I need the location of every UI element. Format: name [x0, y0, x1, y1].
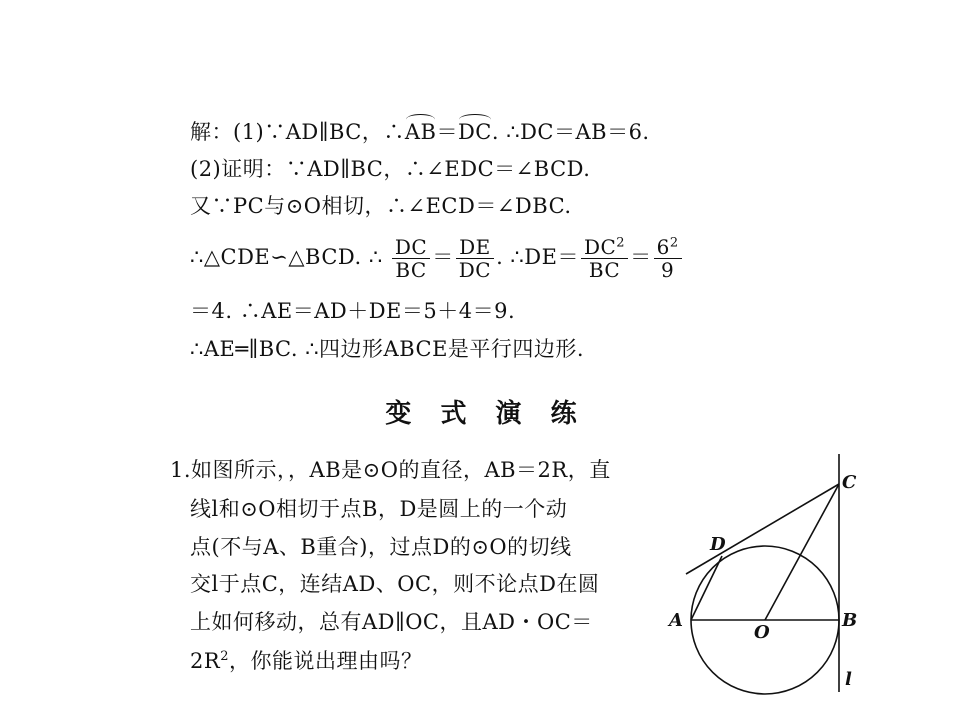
fraction-denominator: BC: [588, 258, 621, 282]
solution-text: 解：(1)∵AD∥BC，∴: [190, 120, 405, 144]
solution-line-6: ∴AE═∥BC. ∴四边形ABCE是平行四边形.: [190, 337, 585, 361]
segment-ad: [691, 556, 722, 620]
fraction-numerator: DC: [392, 236, 430, 259]
solution-text: ∴△CDE∽△BCD. ∴: [190, 245, 383, 269]
label-l: l: [845, 669, 852, 690]
fraction-62-9: [654, 236, 682, 281]
geometry-figure: [660, 450, 880, 710]
solution-text: . ∴DE＝: [496, 245, 579, 269]
solution-line-3: 又∵PC与⊙O相切，∴∠ECD＝∠DBC.: [190, 194, 572, 218]
fraction-de-dc: [456, 236, 494, 281]
expression-2r: 2R: [190, 649, 221, 673]
segment-oc: [765, 484, 839, 620]
exercise-line-5: 上如何移动，总有AD∥OC，且AD・OC＝: [190, 610, 593, 634]
label-b: B: [842, 610, 858, 631]
fraction-numerator: [654, 236, 682, 259]
exercise-text: ，你能说出理由吗？: [228, 649, 423, 673]
tangent-dc: [686, 484, 839, 574]
fraction-denominator: DC: [458, 258, 492, 282]
solution-text: . ∴DC＝AB＝6.: [491, 120, 650, 144]
fraction-numerator: DE: [456, 236, 494, 259]
fraction-denominator: 9: [660, 258, 675, 282]
numerator-base: DC: [583, 235, 617, 259]
section-heading: 变 式 演 练: [385, 399, 587, 429]
fraction-numerator: [581, 236, 628, 259]
label-o: O: [754, 622, 770, 643]
exercise-line-3: 点(不与A、B重合)，过点D的⊙O的切线: [190, 535, 572, 559]
solution-line-5: ＝4. ∴AE＝AD＋DE＝5＋4＝9.: [190, 299, 516, 323]
equals-sign: ＝: [436, 120, 458, 144]
exercise-line-4: 交l于点C，连结AD、OC，则不论点D在圆: [190, 572, 600, 596]
label-d: D: [710, 534, 726, 555]
fraction-dc2-bc: [581, 236, 628, 281]
numerator-base: 6: [656, 235, 670, 259]
exponent: 2: [669, 235, 679, 251]
solution-line-1: [190, 120, 650, 144]
label-c: C: [842, 472, 857, 493]
equals-sign: ＝: [432, 245, 454, 269]
exercise-line-2: 线l和⊙O相切于点B，D是圆上的一个动: [190, 497, 568, 521]
exponent: 2: [616, 235, 626, 251]
equals-sign: ＝: [630, 245, 652, 269]
exponent: 2: [220, 649, 229, 664]
arc-ab: AB: [404, 120, 437, 144]
label-a: A: [669, 610, 683, 631]
fraction-denominator: BC: [395, 258, 427, 282]
arc-dc: DC: [457, 120, 492, 144]
solution-line-2: (2)证明：∵AD∥BC，∴∠EDC＝∠BCD.: [190, 157, 591, 181]
fraction-dc-bc: [392, 236, 430, 281]
solution-line-4: [190, 233, 684, 281]
exercise-line-1: 1.如图所示，，AB是⊙O的直径，AB＝2R，直: [170, 458, 611, 482]
exercise-line-6: [190, 649, 422, 673]
